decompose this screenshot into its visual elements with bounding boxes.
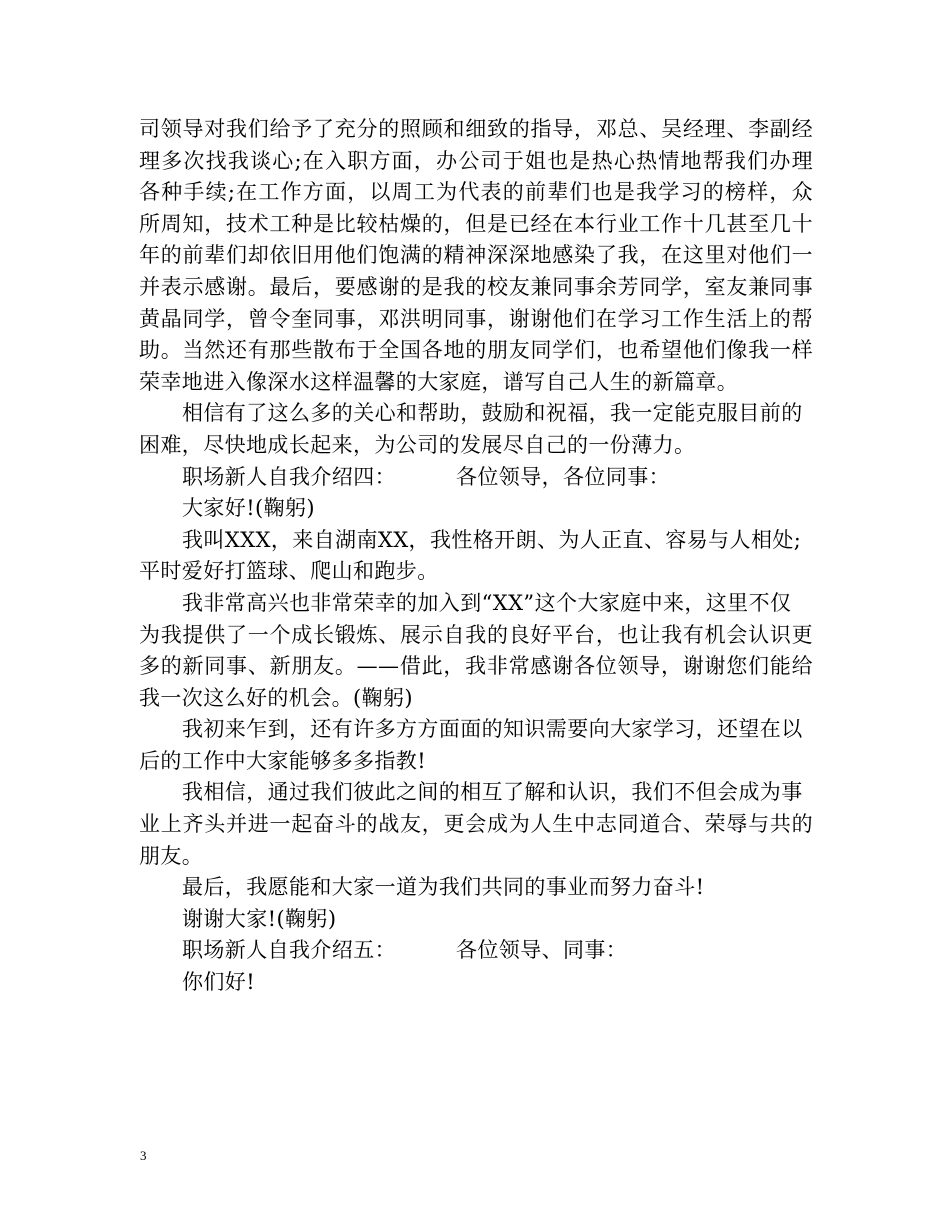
text-line: 我一次这么好的机会。(鞠躬) — [139, 685, 413, 710]
text-line: 相信有了这么多的关心和帮助，鼓励和祝福，我一定能克服目前的 — [182, 401, 803, 426]
text-line: 最后，我愿能和大家一道为我们共同的事业而努力奋斗! — [182, 875, 705, 900]
text-line: 你们好! — [182, 970, 256, 995]
text-line: 后的工作中大家能够多多指教! — [139, 748, 427, 773]
text-line: 业上齐头并进一起奋斗的战友，更会成为人生中志同道合、荣辱与共的 — [139, 812, 813, 837]
section-salutation: 各位领导、同事： — [456, 938, 628, 963]
section-salutation: 各位领导，各位同事： — [456, 464, 670, 489]
text-line: 黄晶同学，曾令奎同事，邓洪明同事，谢谢他们在学习工作生活上的帮 — [139, 306, 813, 331]
text-line: 并表示感谢。最后，要感谢的是我的校友兼同事余芳同学，室友兼同事 — [139, 274, 813, 299]
text-line: 我非常高兴也非常荣幸的加入到“XX”这个大家庭中来，这里不仅 — [182, 590, 792, 615]
text-line: 助。当然还有那些散布于全国各地的朋友同学们，也希望他们像我一样 — [139, 338, 813, 363]
text-line: 司领导对我们给予了充分的照顾和细致的指导，邓总、吴经理、李副经 — [139, 117, 813, 141]
text-line: 年的前辈们却依旧用他们饱满的精神深深地感染了我，在这里对他们一 — [139, 243, 813, 268]
text-line: 朋友。 — [139, 843, 204, 868]
section-heading-4 — [139, 462, 813, 494]
text-line: 我叫XXX，来自湖南XX，我性格开朗、为人正直、容易与人相处; — [182, 527, 802, 552]
text-line: 大家好!(鞠躬) — [182, 496, 316, 521]
text-line: 困难，尽快地成长起来，为公司的发展尽自己的一份薄力。 — [139, 432, 696, 457]
section-title: 职场新人自我介绍五： — [182, 938, 396, 963]
text-line: 我相信，通过我们彼此之间的相互了解和认识，我们不但会成为事 — [182, 780, 803, 805]
text-line: 理多次找我谈心;在入职方面，办公司于姐也是热心热情地帮我们办理 — [139, 148, 813, 173]
text-line: 为我提供了一个成长锻炼、展示自我的良好平台，也让我有机会认识更 — [139, 622, 813, 647]
text-line: 荣幸地进入像深水这样温馨的大家庭，谱写自己人生的新篇章。 — [139, 369, 739, 394]
section-title: 职场新人自我介绍四： — [182, 464, 396, 489]
text-line: 谢谢大家!(鞠躬) — [182, 906, 337, 931]
section-heading-5 — [139, 935, 813, 967]
text-line: 各种手续;在工作方面，以周工为代表的前辈们也是我学习的榜样，众 — [139, 180, 813, 205]
text-line: 多的新同事、新朋友。——借此，我非常感谢各位领导，谢谢您们能给 — [139, 654, 813, 679]
document-body — [139, 114, 813, 999]
page-number: 3 — [140, 1148, 147, 1163]
text-line: 平时爱好打篮球、爬山和跑步。 — [139, 559, 439, 584]
text-line: 所周知，技术工种是比较枯燥的，但是已经在本行业工作十几甚至几十 — [139, 211, 813, 236]
text-line: 我初来乍到，还有许多方方面面的知识需要向大家学习，还望在以 — [182, 717, 803, 742]
